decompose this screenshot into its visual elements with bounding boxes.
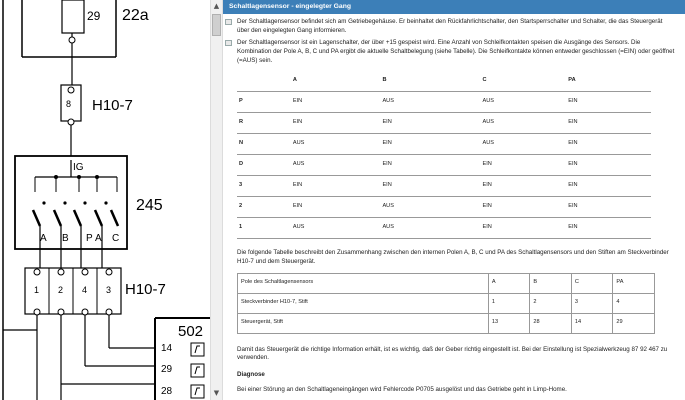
table-header-cell: B — [380, 71, 480, 92]
table-cell: EIN — [291, 176, 381, 197]
paragraph-1: Der Schaltlagensensor befindet sich am Getriebegehäuse. Er beinhaltet den Rückfahrlichtschalter, den Startsperrschalter und Schalter, die das Steuergerät über den eingelegten Gang informieren. — [223, 18, 685, 35]
table-row — [237, 197, 651, 218]
table-cell: 2 — [237, 197, 291, 218]
table-cell: AUS — [291, 155, 381, 176]
table-cell: EIN — [380, 155, 480, 176]
pole-label-c: C — [112, 233, 120, 244]
table-cell: Steckverbinder H10-7, Stift — [238, 293, 489, 313]
table-cell: 14 — [571, 313, 613, 333]
table-cell: 3 — [571, 293, 613, 313]
table-cell: AUS — [481, 113, 567, 134]
shift-position-table — [237, 71, 651, 239]
diagnose-heading: Diagnose — [237, 371, 265, 379]
table-cell: Pole des Schaltlagensensors — [238, 273, 489, 293]
table-cell: D — [237, 155, 291, 176]
table-cell: AUS — [291, 218, 381, 239]
section-title: Schaltlagensensor - eingelegter Gang — [223, 0, 685, 14]
fuse-ref: 22a — [122, 7, 149, 24]
table-cell: 3 — [237, 176, 291, 197]
table-row — [238, 313, 655, 333]
table-cell: Steuergerät, Stift — [238, 313, 489, 333]
table-cell: EIN — [566, 155, 651, 176]
vertical-scrollbar[interactable] — [210, 0, 223, 400]
table-cell: P — [237, 92, 291, 113]
table-row — [237, 155, 651, 176]
scroll-up-arrow-icon[interactable]: ▲ — [213, 2, 220, 10]
table-cell: EIN — [291, 92, 381, 113]
ecu-pin-29: 29 — [161, 364, 173, 375]
table-cell: C — [571, 273, 613, 293]
table-cell: AUS — [481, 134, 567, 155]
table-cell: 2 — [530, 293, 572, 313]
table-cell: N — [237, 134, 291, 155]
paragraph-4: Damit das Steuergerät die richtige Information erhält, ist es wichtig, daß der Geber richtig eingestellt ist. Bei der Einstellung ist Spezialwerkzeug 87 92 467 zu verwenden. — [237, 345, 668, 362]
table-header-cell — [237, 71, 291, 92]
table-cell: A — [488, 273, 530, 293]
connector-upper-ref: H10-7 — [92, 97, 133, 114]
pole-label-b: B — [62, 233, 69, 244]
bullet-icon — [225, 19, 232, 25]
table-row — [238, 293, 655, 313]
table-header-cell: C — [481, 71, 567, 92]
table-row — [238, 273, 655, 293]
table-cell: AUS — [380, 218, 480, 239]
table-header-cell: A — [291, 71, 381, 92]
table-row — [237, 113, 651, 134]
table-row — [237, 134, 651, 155]
table-cell: EIN — [481, 218, 567, 239]
table-cell: 28 — [530, 313, 572, 333]
table-cell: EIN — [380, 176, 480, 197]
table-cell: B — [530, 273, 572, 293]
fuse-value: 29 — [87, 9, 101, 23]
ecu-ref: 502 — [178, 323, 204, 340]
table-cell: AUS — [291, 134, 381, 155]
table-cell: EIN — [481, 197, 567, 218]
switch-ig-label: IG — [73, 162, 84, 173]
paragraph-2: Der Schaltlagensensor ist ein Lagenschalter, der über +15 gespeist wird. Eine Anzahl von Schleifkontakten speisen die Ausgänge des Sensors. Die Kombination der Pole A, B, C und PA ergibt die aktuelle Schaltbelegung (siehe Tabelle). Die Schleifkontakte können entweder geschlossen (=EIN) oder geöffnet (=AUS) sein. — [223, 39, 685, 65]
pin-mapping-table — [237, 273, 655, 334]
connector-pin-2: 2 — [58, 285, 64, 295]
paragraph-3: Die folgende Tabelle beschreibt den Zusammenhang zwischen den internen Polen A, B, C und PA des Schaltlagensensors und den Stiften am Steckverbinder H10-7 und dem Steuergerät. — [237, 249, 669, 266]
document-pane — [223, 0, 685, 400]
ecu-pin-28: 28 — [161, 386, 173, 397]
pole-label-a: A — [40, 233, 47, 244]
table-row — [237, 92, 651, 113]
table-cell: AUS — [380, 197, 480, 218]
table-cell: AUS — [481, 92, 567, 113]
table-header-cell: PA — [566, 71, 651, 92]
scroll-thumb[interactable] — [212, 14, 221, 36]
table-cell: EIN — [380, 134, 480, 155]
table-cell: AUS — [380, 92, 480, 113]
table-cell: EIN — [566, 218, 651, 239]
table-cell: 13 — [488, 313, 530, 333]
wiring-diagram — [0, 0, 210, 400]
table-header-row — [237, 71, 651, 92]
pole-label-p: P — [86, 233, 93, 244]
ecu-pin-14: 14 — [161, 343, 173, 354]
connector-pin-1: 1 — [34, 285, 40, 295]
table-cell: EIN — [566, 113, 651, 134]
table-cell: 4 — [613, 293, 655, 313]
table-cell: EIN — [566, 134, 651, 155]
connector-pin-8: 8 — [66, 99, 72, 109]
table-cell: 1 — [488, 293, 530, 313]
table-row — [237, 176, 651, 197]
connector-lower-ref: H10-7 — [125, 281, 166, 298]
table-cell: PA — [613, 273, 655, 293]
table-cell: EIN — [481, 176, 567, 197]
bullet-icon — [225, 40, 232, 46]
table-cell: EIN — [566, 92, 651, 113]
table-cell: 1 — [237, 218, 291, 239]
table-cell: 29 — [613, 313, 655, 333]
pole-label-pa: A — [95, 233, 102, 244]
switch-ref: 245 — [136, 197, 163, 214]
table-cell: EIN — [566, 197, 651, 218]
table-cell: R — [237, 113, 291, 134]
table-cell: EIN — [291, 197, 381, 218]
connector-pin-4: 4 — [82, 285, 88, 295]
scroll-down-arrow-icon[interactable]: ▼ — [213, 389, 220, 397]
table-cell: EIN — [481, 155, 567, 176]
paragraph-5: Bei einer Störung an den Schaltlageneingängen wird Fehlercode P0705 ausgelöst und das Getriebe geht in Limp-Home. — [237, 385, 567, 393]
table-cell: EIN — [566, 176, 651, 197]
table-row — [237, 218, 651, 239]
connector-pin-3: 3 — [106, 285, 112, 295]
wiring-diagram-pane — [0, 0, 210, 400]
table-cell: EIN — [291, 113, 381, 134]
table-cell: EIN — [380, 113, 480, 134]
